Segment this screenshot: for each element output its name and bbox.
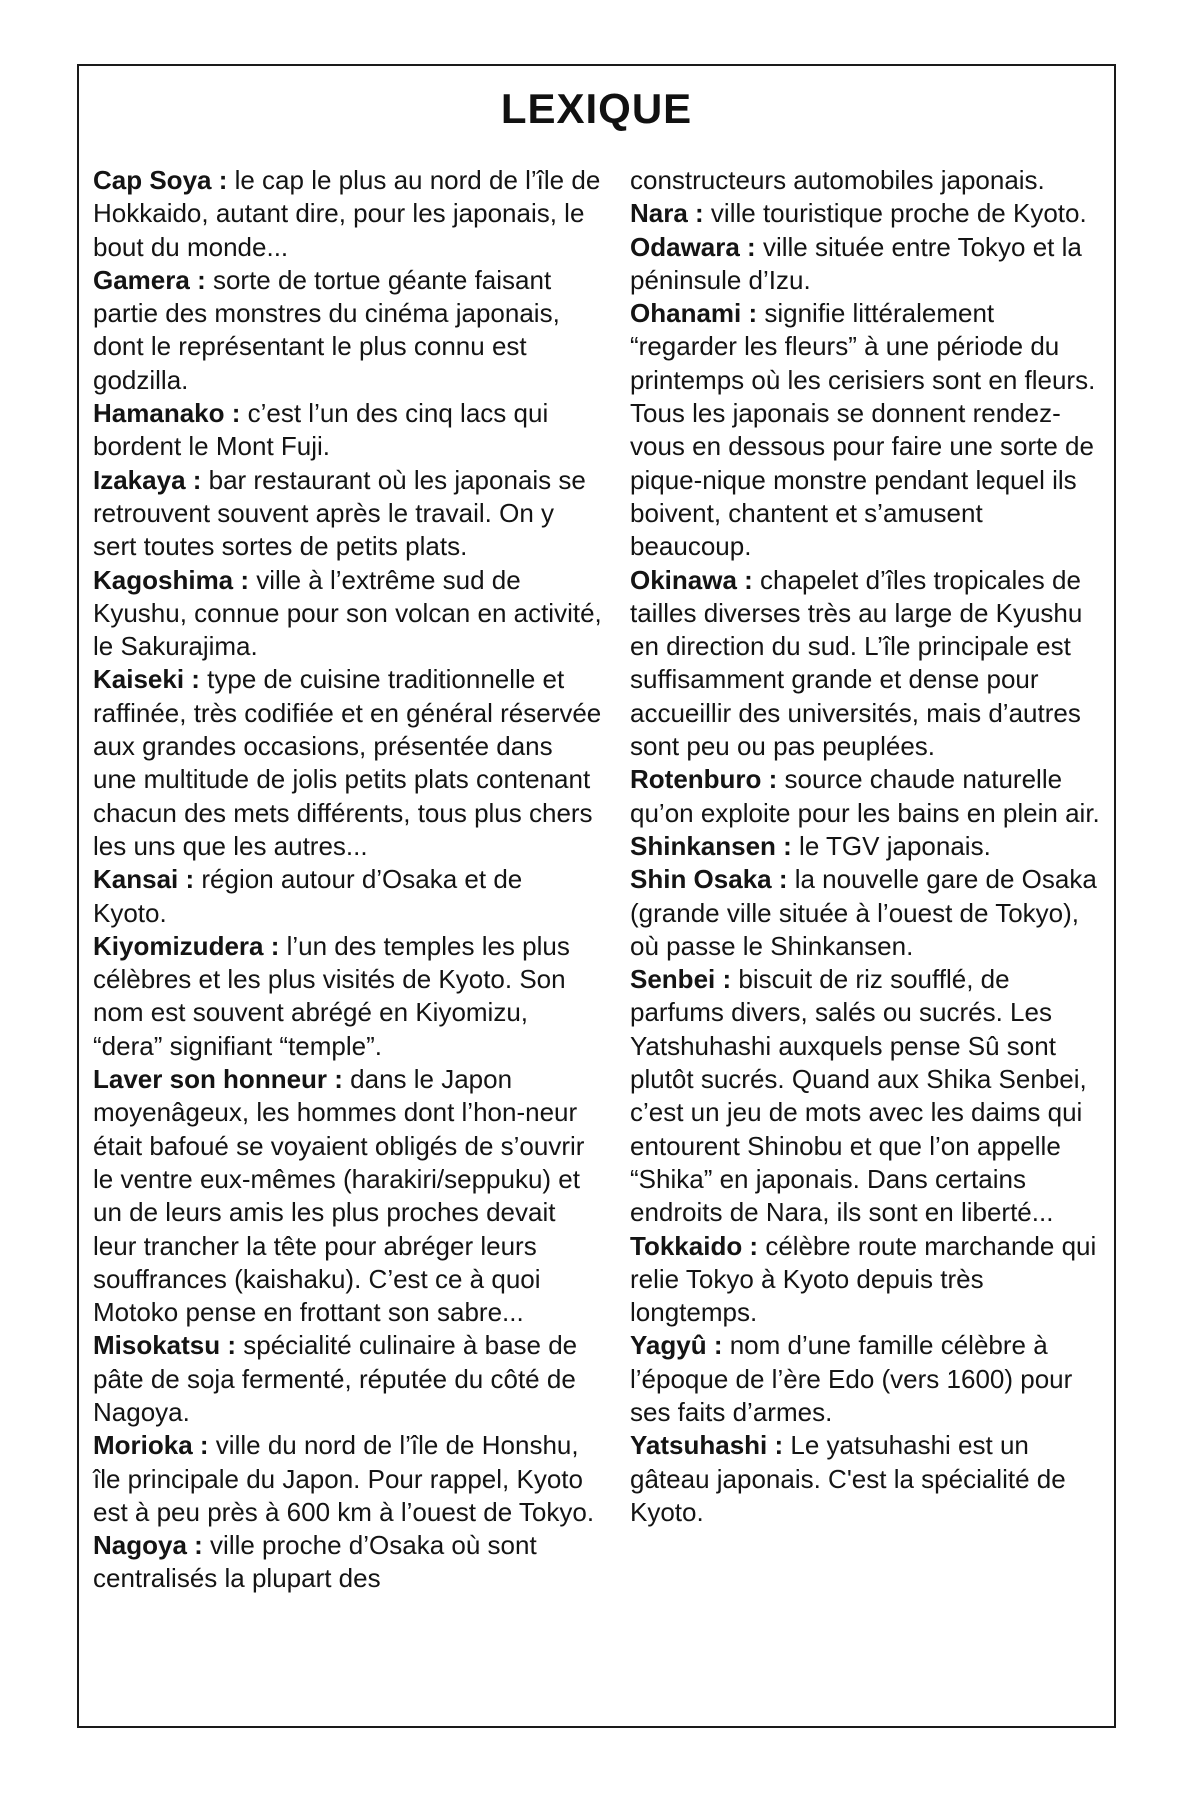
glossary-term: Tokkaido :: [630, 1230, 759, 1261]
glossary-term: Rotenburo :: [630, 764, 778, 795]
glossary-entry: [630, 763, 1100, 830]
glossary-entry: [93, 1329, 603, 1429]
glossary-term: Shinkansen :: [630, 830, 792, 861]
glossary-definition: bar restaurant où les japonais se retrouvent souvent après le travail. On y sert toutes sortes de petits plats.: [93, 464, 586, 562]
glossary-entry: [630, 1230, 1100, 1330]
glossary-term: Izakaya :: [93, 464, 202, 495]
glossary-term: Kaiseki :: [93, 664, 200, 695]
glossary-term: Morioka :: [93, 1430, 209, 1461]
glossary-term: Shin Osaka :: [630, 864, 788, 895]
glossary-definition: le TGV japonais.: [791, 830, 991, 861]
glossary-term: Kagoshima :: [93, 564, 250, 595]
glossary-definition: l’un des temples les plus célèbres et les plus visités de Kyoto. Son nom est souvent abrégé en Kiyomizu, “dera” signifiant “temple”.: [93, 930, 570, 1061]
glossary-entry: [93, 1429, 603, 1529]
glossary-entry: [93, 264, 603, 397]
glossary-term: Nara :: [630, 198, 704, 229]
glossary-term: Yatsuhashi :: [630, 1430, 784, 1461]
glossary-entry: [630, 231, 1100, 298]
glossary-definition: ville à l’extrême sud de Kyushu, connue pour son volcan en activité, le Sakurajima.: [93, 564, 602, 662]
glossary-entry: [93, 564, 603, 664]
glossary-definition: chapelet d’îles tropicales de tailles diverses très au large de Kyushu en direction du sud. L’île principale est suffisamment grande et dense pour accueillir des universités, mais d’autres sont peu ou pas peuplées.: [630, 564, 1083, 762]
glossary-term: Misokatsu :: [93, 1330, 237, 1361]
glossary-definition: c’est l’un des cinq lacs qui bordent le Mont Fuji.: [93, 398, 549, 462]
glossary-entry: [630, 863, 1100, 963]
glossary-entry: [93, 164, 603, 264]
glossary-entry: [630, 197, 1100, 230]
glossary-term: Kiyomizudera :: [93, 930, 280, 961]
glossary-entry: [93, 863, 603, 930]
glossary-definition: région autour d’Osaka et de Kyoto.: [93, 864, 523, 928]
glossary-term: Odawara :: [630, 231, 756, 262]
glossary-term: Nagoya :: [93, 1530, 203, 1561]
glossary-definition: le cap le plus au nord de l’île de Hokkaido, autant dire, pour les japonais, le bout du monde...: [93, 165, 601, 262]
left-column: [93, 164, 603, 1596]
glossary-term: Hamanako :: [93, 398, 241, 429]
glossary-entry: [630, 1429, 1100, 1529]
glossary-term: Laver son honneur :: [93, 1064, 343, 1095]
glossary-entry: [630, 1329, 1100, 1429]
glossary-definition: ville du nord de l’île de Honshu, île principale du Japon. Pour rappel, Kyoto est à peu près à 600 km à l’ouest de Tokyo.: [93, 1430, 595, 1527]
page-title: LEXIQUE: [500, 85, 693, 132]
glossary-definition: ville située entre Tokyo et la péninsule d’Izu.: [630, 231, 1082, 295]
glossary-entry: [630, 830, 1100, 863]
glossary-entry: [630, 963, 1100, 1229]
glossary-definition: dans le Japon moyenâgeux, les hommes dont l’hon-neur était bafoué se voyaient obligés de s’ouvrir le ventre eux-mêmes (harakiri/seppuku) et un de leurs amis les plus proches devait leur trancher la tête pour abréger leurs souffrances (kaishaku). C’est ce à quoi Motoko pense en frottant son sabre...: [93, 1064, 585, 1328]
glossary-term: Okinawa :: [630, 564, 753, 595]
glossary-term: Kansai :: [93, 864, 195, 895]
glossary-definition: source chaude naturelle qu’on exploite pour les bains en plein air.: [630, 764, 1100, 828]
glossary-entry: [93, 397, 603, 464]
glossary-definition: la nouvelle gare de Osaka (grande ville située à l’ouest de Tokyo), où passe le Shinkansen.: [630, 864, 1097, 961]
glossary-definition: type de cuisine traditionnelle et raffinée, très codifiée et en général réservée aux grandes occasions, présentée dans une multitude de jolis petits plats contenant chacun des mets différents, tous plus chers les uns que les autres...: [93, 664, 602, 861]
glossary-term: Cap Soya :: [93, 165, 228, 195]
glossary-definition: signifie littéralement “regarder les fleurs” à une période du printemps où les cerisiers sont en fleurs. Tous les japonais se donnent rendez-vous en dessous pour faire une sorte de pique-nique monstre pendant lequel ils boivent, chantent et s’amusent beaucoup.: [630, 298, 1096, 562]
glossary-term: Senbei :: [630, 964, 732, 995]
right-column: [630, 164, 1100, 1529]
glossary-term: Gamera :: [93, 264, 206, 295]
glossary-continuation: constructeurs automobiles japonais.: [630, 165, 1045, 195]
glossary-entry: [630, 297, 1100, 563]
glossary-definition: célèbre route marchande qui relie Tokyo à Kyoto depuis très longtemps.: [630, 1230, 1097, 1328]
lexique-box: [77, 64, 1116, 1728]
glossary-entry: [93, 1529, 603, 1596]
glossary-term: Ohanami :: [630, 298, 758, 329]
glossary-definition: ville proche d’Osaka où sont centralisés la plupart des: [93, 1530, 537, 1594]
glossary-definition: nom d’une famille célèbre à l’époque de l’ère Edo (vers 1600) pour ses faits d’armes.: [630, 1330, 1073, 1427]
glossary-definition: Le yatsuhashi est un gâteau japonais. C'est la spécialité de Kyoto.: [630, 1430, 1066, 1527]
glossary-entry: [93, 464, 603, 564]
glossary-entry: [630, 564, 1100, 764]
glossary-definition: sorte de tortue géante faisant partie des monstres du cinéma japonais, dont le représentant le plus connu est godzilla.: [93, 264, 560, 395]
glossary-term: Yagyû :: [630, 1330, 723, 1361]
glossary-definition: spécialité culinaire à base de pâte de soja fermenté, réputée du côté de Nagoya.: [93, 1330, 578, 1427]
glossary-entry: [93, 930, 603, 1063]
glossary-entry: [93, 1063, 603, 1329]
glossary-definition: ville touristique proche de Kyoto.: [703, 198, 1087, 229]
glossary-entry: [93, 663, 603, 863]
glossary-definition: biscuit de riz soufflé, de parfums divers, salés ou sucrés. Les Yatshuhashi auxquels pense Sû sont plutôt sucrés. Quand aux Shika Senbei, c’est un jeu de mots avec les daims qui entourent Shinobu et que l’on appelle “Shika” en japonais. Dans certains endroits de Nara, ils sont en liberté...: [630, 964, 1087, 1228]
